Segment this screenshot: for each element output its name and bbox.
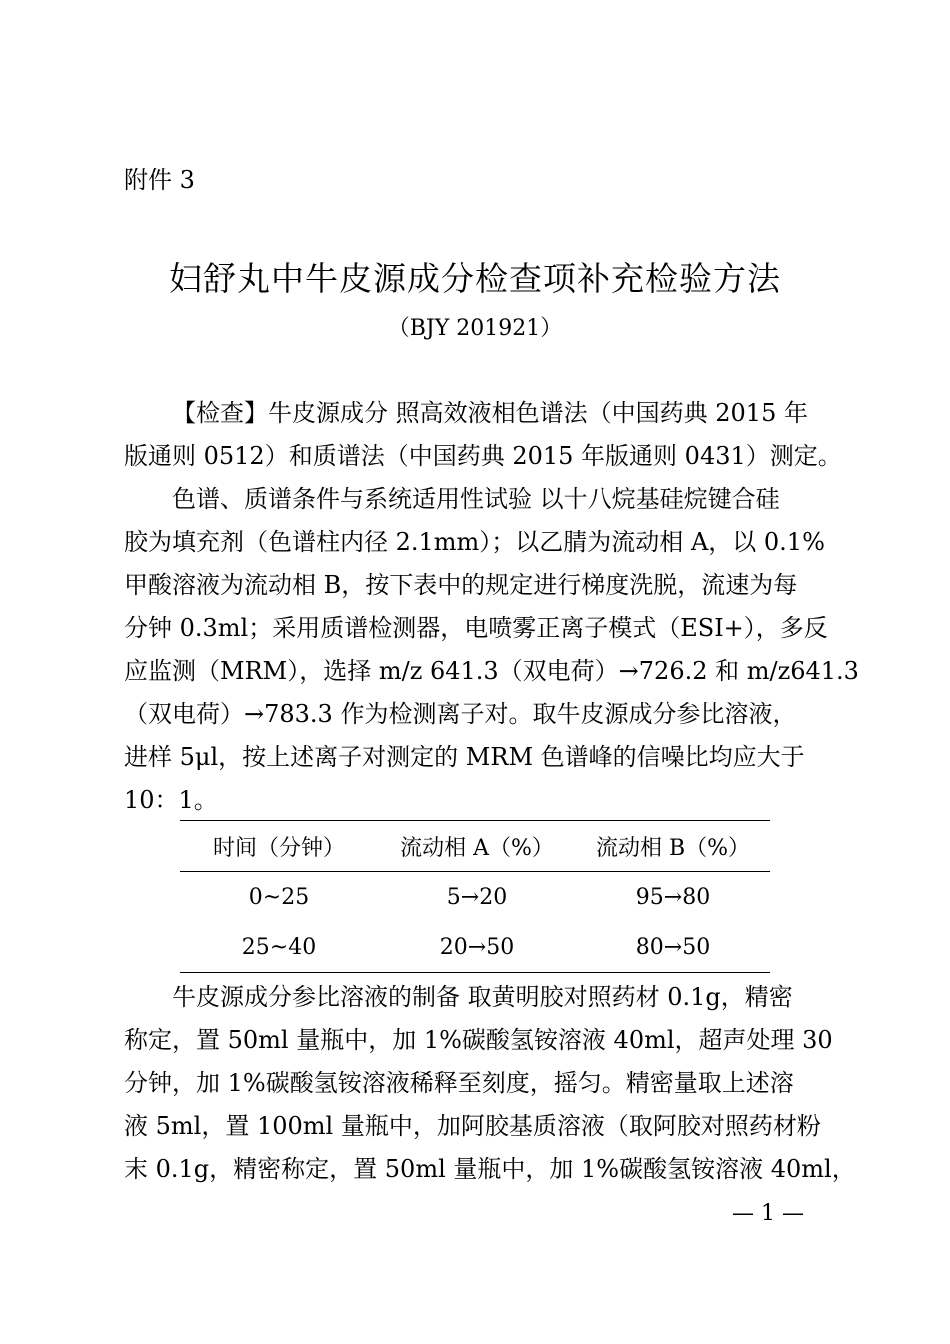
cell-phase-b: 80→50 — [635, 934, 711, 960]
paragraph-line: 牛皮源成分参比溶液的制备 取黄明胶对照药材 0.1g，精密 — [172, 983, 793, 1011]
paragraph-line: 末 0.1g，精密称定，置 50ml 量瓶中，加 1%碳酸氢铵溶液 40ml， — [124, 1155, 856, 1183]
attachment-label: 附件 3 — [124, 166, 195, 194]
paragraph-line: 色谱、质谱条件与系统适用性试验 以十八烷基硅烷键合硅 — [172, 485, 780, 513]
paragraph-line: 分钟 0.3ml；采用质谱检测器，电喷雾正离子模式（ESI+），多反 — [124, 614, 828, 642]
gradient-table — [180, 820, 770, 973]
paragraph-line: （双电荷）→783.3 作为检测离子对。取牛皮源成分参比溶液， — [124, 700, 797, 728]
cell-time: 0~25 — [248, 884, 310, 910]
header-time: 时间（分钟） — [212, 835, 345, 861]
paragraph-line: 甲酸溶液为流动相 B，按下表中的规定进行梯度洗脱，流速为每 — [124, 571, 798, 599]
paragraph-line: 应监测（MRM），选择 m/z 641.3（双电荷）→726.2 和 m/z641.3 — [124, 657, 859, 685]
table-row — [180, 922, 770, 973]
table-header-row — [180, 821, 770, 872]
header-phase-a: 流动相 A（%） — [400, 835, 554, 861]
table-row — [180, 872, 770, 923]
paragraph-line: 【检查】牛皮源成分 照高效液相色谱法（中国药典 2015 年 — [172, 399, 808, 427]
cell-phase-a: 5→20 — [446, 884, 508, 910]
document-title: 妇舒丸中牛皮源成分检查项补充检验方法 — [169, 259, 781, 298]
paragraph-line: 版通则 0512）和质谱法（中国药典 2015 年版通则 0431）测定。 — [124, 442, 842, 470]
paragraph-line: 液 5ml，置 100ml 量瓶中，加阿胶基质溶液（取阿胶对照药材粉 — [124, 1112, 821, 1140]
cell-phase-b: 95→80 — [635, 884, 711, 910]
document-code: （BJY 201921） — [387, 316, 563, 341]
paragraph-line: 称定，置 50ml 量瓶中，加 1%碳酸氢铵溶液 40ml，超声处理 30 — [124, 1026, 833, 1054]
cell-time: 25~40 — [241, 934, 317, 960]
paragraph-line: 分钟，加 1%碳酸氢铵溶液稀释至刻度，摇匀。精密量取上述溶 — [124, 1069, 794, 1097]
page-number: — 1 — — [732, 1201, 804, 1226]
header-phase-b: 流动相 B（%） — [595, 835, 751, 861]
paragraph-line: 进样 5μl，按上述离子对测定的 MRM 色谱峰的信噪比均应大于 — [124, 743, 805, 771]
cell-phase-a: 20→50 — [439, 934, 515, 960]
paragraph-line: 胶为填充剂（色谱柱内径 2.1mm）；以乙腈为流动相 A，以 0.1% — [124, 528, 825, 556]
paragraph-line: 10：1。 — [124, 786, 218, 814]
